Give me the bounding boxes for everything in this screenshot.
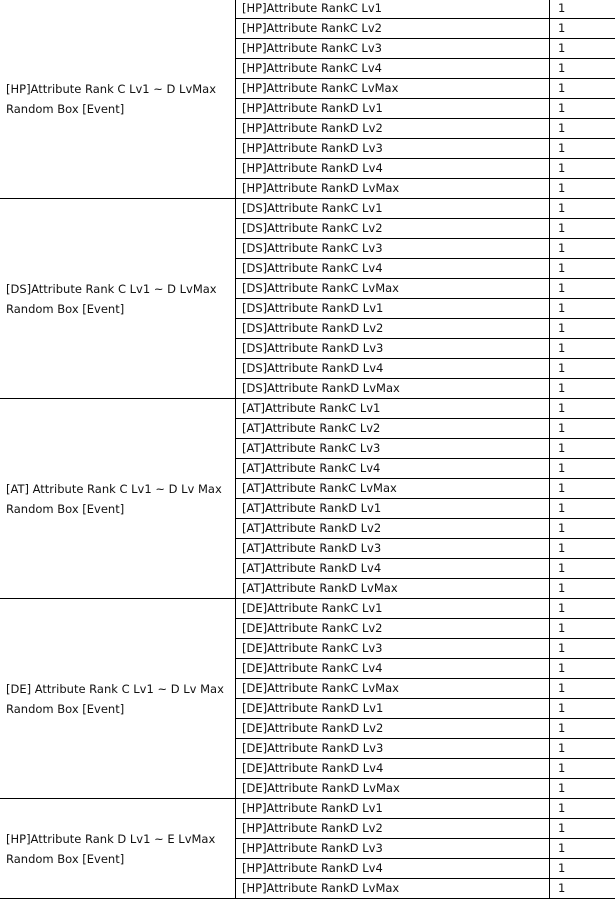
item-name: [DS]Attribute RankD Lv4 bbox=[236, 359, 550, 378]
table-row bbox=[236, 259, 615, 279]
table-row bbox=[236, 479, 615, 499]
table-row bbox=[236, 459, 615, 479]
item-name: [DE]Attribute RankD Lv3 bbox=[236, 739, 550, 758]
table-row bbox=[236, 79, 615, 99]
table-row bbox=[236, 159, 615, 179]
item-quantity: 1 bbox=[558, 641, 566, 655]
item-name: [AT]Attribute RankC Lv3 bbox=[236, 439, 550, 458]
item-name: [HP]Attribute RankC Lv2 bbox=[236, 19, 550, 38]
table-row bbox=[236, 39, 615, 59]
table-row bbox=[236, 619, 615, 639]
item-quantity: 1 bbox=[558, 441, 566, 455]
table-row bbox=[236, 599, 615, 619]
item-list bbox=[236, 799, 615, 898]
item-quantity: 1 bbox=[558, 241, 566, 255]
table-row bbox=[236, 659, 615, 679]
random-box-name: [DE] Attribute Rank C Lv1 ~ D Lv Max Random Box [Event] bbox=[6, 681, 224, 716]
item-quantity: 1 bbox=[558, 701, 566, 715]
item-name: [DS]Attribute RankC Lv3 bbox=[236, 239, 550, 258]
item-name: [HP]Attribute RankC Lv1 bbox=[236, 0, 550, 18]
item-name: [AT]Attribute RankD Lv2 bbox=[236, 519, 550, 538]
table-row bbox=[236, 539, 615, 559]
item-list bbox=[236, 199, 615, 398]
item-name: [DE]Attribute RankC Lv1 bbox=[236, 599, 550, 618]
table-row bbox=[236, 699, 615, 719]
item-name: [DE]Attribute RankC LvMax bbox=[236, 679, 550, 698]
random-box-cell bbox=[0, 799, 236, 898]
item-quantity: 1 bbox=[558, 61, 566, 75]
item-quantity: 1 bbox=[558, 741, 566, 755]
table-row bbox=[236, 439, 615, 459]
table-row bbox=[236, 19, 615, 39]
item-name: [DE]Attribute RankD Lv4 bbox=[236, 759, 550, 778]
random-box-name: [AT] Attribute Rank C Lv1 ~ D Lv Max Random Box [Event] bbox=[6, 481, 222, 516]
item-quantity: 1 bbox=[558, 101, 566, 115]
item-quantity: 1 bbox=[558, 401, 566, 415]
table-row bbox=[236, 219, 615, 239]
item-name: [DE]Attribute RankC Lv3 bbox=[236, 639, 550, 658]
table-row bbox=[236, 719, 615, 739]
item-quantity: 1 bbox=[558, 301, 566, 315]
item-name: [DE]Attribute RankD Lv2 bbox=[236, 719, 550, 738]
item-quantity: 1 bbox=[558, 541, 566, 555]
random-box-name: [HP]Attribute Rank D Lv1 ~ E LvMax Random Box [Event] bbox=[6, 831, 216, 866]
item-quantity: 1 bbox=[558, 461, 566, 475]
item-name: [HP]Attribute RankD Lv1 bbox=[236, 799, 550, 818]
table-row bbox=[236, 559, 615, 579]
table-row bbox=[236, 299, 615, 319]
item-quantity: 1 bbox=[558, 681, 566, 695]
item-name: [HP]Attribute RankD Lv4 bbox=[236, 859, 550, 878]
item-name: [DE]Attribute RankD Lv1 bbox=[236, 699, 550, 718]
table-row bbox=[236, 519, 615, 539]
item-quantity: 1 bbox=[558, 221, 566, 235]
item-quantity: 1 bbox=[558, 761, 566, 775]
item-quantity: 1 bbox=[558, 821, 566, 835]
table-row bbox=[236, 359, 615, 379]
item-quantity: 1 bbox=[558, 81, 566, 95]
item-quantity: 1 bbox=[558, 361, 566, 375]
item-quantity: 1 bbox=[558, 121, 566, 135]
item-quantity: 1 bbox=[558, 661, 566, 675]
item-name: [AT]Attribute RankD LvMax bbox=[236, 579, 550, 598]
item-name: [AT]Attribute RankC LvMax bbox=[236, 479, 550, 498]
table-row bbox=[236, 779, 615, 798]
item-name: [AT]Attribute RankC Lv4 bbox=[236, 459, 550, 478]
item-list bbox=[236, 0, 615, 198]
item-name: [AT]Attribute RankD Lv4 bbox=[236, 559, 550, 578]
box-group bbox=[0, 399, 615, 599]
table-row bbox=[236, 819, 615, 839]
item-quantity: 1 bbox=[558, 521, 566, 535]
item-list bbox=[236, 599, 615, 798]
item-quantity: 1 bbox=[558, 881, 566, 895]
box-group bbox=[0, 199, 615, 399]
item-quantity: 1 bbox=[558, 281, 566, 295]
item-quantity: 1 bbox=[558, 621, 566, 635]
item-quantity: 1 bbox=[558, 781, 566, 795]
item-name: [HP]Attribute RankD Lv2 bbox=[236, 819, 550, 838]
box-group bbox=[0, 0, 615, 199]
table-row bbox=[236, 879, 615, 898]
item-name: [DE]Attribute RankC Lv4 bbox=[236, 659, 550, 678]
item-name: [HP]Attribute RankC LvMax bbox=[236, 79, 550, 98]
table-row bbox=[236, 119, 615, 139]
table-row bbox=[236, 0, 615, 19]
item-name: [DS]Attribute RankD Lv3 bbox=[236, 339, 550, 358]
item-list bbox=[236, 399, 615, 598]
table-row bbox=[236, 239, 615, 259]
random-box-name: [DS]Attribute Rank C Lv1 ~ D LvMax Random Box [Event] bbox=[6, 281, 217, 316]
table-row bbox=[236, 579, 615, 598]
item-name: [HP]Attribute RankD LvMax bbox=[236, 879, 550, 898]
random-box-name: [HP]Attribute Rank C Lv1 ~ D LvMax Random Box [Event] bbox=[6, 81, 217, 116]
table-row bbox=[236, 279, 615, 299]
item-quantity: 1 bbox=[558, 601, 566, 615]
table-row bbox=[236, 499, 615, 519]
item-quantity: 1 bbox=[558, 41, 566, 55]
item-name: [HP]Attribute RankC Lv4 bbox=[236, 59, 550, 78]
table-row bbox=[236, 199, 615, 219]
random-box-cell bbox=[0, 0, 236, 198]
item-name: [DS]Attribute RankC LvMax bbox=[236, 279, 550, 298]
item-quantity: 1 bbox=[558, 321, 566, 335]
item-quantity: 1 bbox=[558, 581, 566, 595]
table-row bbox=[236, 319, 615, 339]
item-name: [DE]Attribute RankC Lv2 bbox=[236, 619, 550, 638]
box-group bbox=[0, 599, 615, 799]
random-box-cell bbox=[0, 599, 236, 798]
item-quantity: 1 bbox=[558, 141, 566, 155]
table-row bbox=[236, 339, 615, 359]
item-name: [HP]Attribute RankD Lv1 bbox=[236, 99, 550, 118]
item-name: [HP]Attribute RankD LvMax bbox=[236, 179, 550, 198]
table-row bbox=[236, 399, 615, 419]
item-name: [AT]Attribute RankD Lv1 bbox=[236, 499, 550, 518]
item-name: [HP]Attribute RankD Lv3 bbox=[236, 839, 550, 858]
item-name: [AT]Attribute RankC Lv2 bbox=[236, 419, 550, 438]
table-row bbox=[236, 679, 615, 699]
table-row bbox=[236, 99, 615, 119]
item-name: [HP]Attribute RankD Lv2 bbox=[236, 119, 550, 138]
item-name: [HP]Attribute RankD Lv4 bbox=[236, 159, 550, 178]
table-row bbox=[236, 739, 615, 759]
item-quantity: 1 bbox=[558, 721, 566, 735]
random-box-cell bbox=[0, 199, 236, 398]
item-name: [DS]Attribute RankC Lv4 bbox=[236, 259, 550, 278]
table-row bbox=[236, 139, 615, 159]
table-row bbox=[236, 59, 615, 79]
random-box-cell bbox=[0, 399, 236, 598]
item-name: [HP]Attribute RankD Lv3 bbox=[236, 139, 550, 158]
item-name: [DS]Attribute RankC Lv1 bbox=[236, 199, 550, 218]
table-row bbox=[236, 759, 615, 779]
table-row bbox=[236, 859, 615, 879]
table-row bbox=[236, 839, 615, 859]
item-name: [AT]Attribute RankD Lv3 bbox=[236, 539, 550, 558]
box-group bbox=[0, 799, 615, 899]
item-quantity: 1 bbox=[558, 421, 566, 435]
item-quantity: 1 bbox=[558, 801, 566, 815]
item-quantity: 1 bbox=[558, 861, 566, 875]
item-name: [DS]Attribute RankD LvMax bbox=[236, 379, 550, 398]
item-quantity: 1 bbox=[558, 341, 566, 355]
item-name: [HP]Attribute RankC Lv3 bbox=[236, 39, 550, 58]
item-name: [DS]Attribute RankD Lv2 bbox=[236, 319, 550, 338]
item-name: [DE]Attribute RankD LvMax bbox=[236, 779, 550, 798]
table-row bbox=[236, 799, 615, 819]
table-row bbox=[236, 419, 615, 439]
item-quantity: 1 bbox=[558, 561, 566, 575]
item-name: [AT]Attribute RankC Lv1 bbox=[236, 399, 550, 418]
item-quantity: 1 bbox=[558, 481, 566, 495]
item-quantity: 1 bbox=[558, 381, 566, 395]
table-row bbox=[236, 179, 615, 198]
item-quantity: 1 bbox=[558, 841, 566, 855]
item-quantity: 1 bbox=[558, 161, 566, 175]
item-quantity: 1 bbox=[558, 501, 566, 515]
item-name: [DS]Attribute RankC Lv2 bbox=[236, 219, 550, 238]
item-quantity: 1 bbox=[558, 201, 566, 215]
table-row bbox=[236, 639, 615, 659]
item-quantity: 1 bbox=[558, 21, 566, 35]
item-quantity: 1 bbox=[558, 181, 566, 195]
item-quantity: 1 bbox=[558, 261, 566, 275]
table-row bbox=[236, 379, 615, 398]
item-name: [DS]Attribute RankD Lv1 bbox=[236, 299, 550, 318]
item-quantity: 1 bbox=[558, 1, 566, 15]
